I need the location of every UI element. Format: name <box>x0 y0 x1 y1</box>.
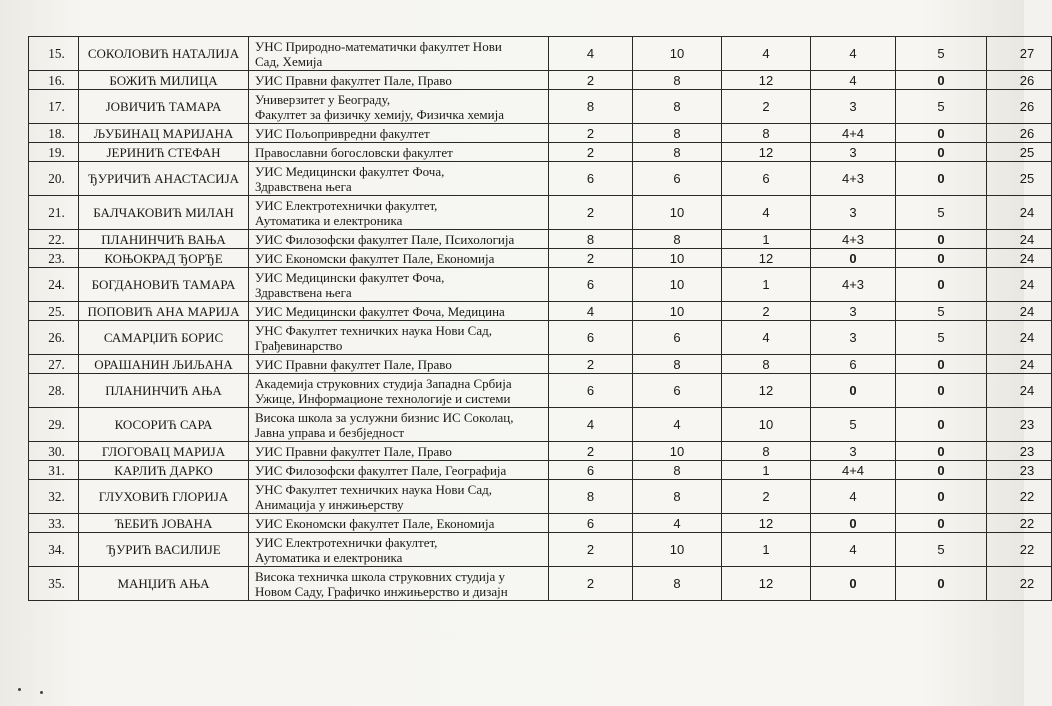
score-cell-1: 6 <box>549 162 633 196</box>
table-row <box>29 71 1052 90</box>
total-points-cell: 24 <box>987 374 1052 408</box>
student-name-cell: ЋЕБИЋ ЈОВАНА <box>79 514 249 533</box>
total-points-cell: 26 <box>987 124 1052 143</box>
table-row <box>29 514 1052 533</box>
score-cell-3: 12 <box>722 567 811 601</box>
score-cell-4: 4+3 <box>811 268 896 302</box>
score-cell-4: 4 <box>811 37 896 71</box>
table-row <box>29 162 1052 196</box>
table-row <box>29 268 1052 302</box>
score-cell-1: 6 <box>549 268 633 302</box>
score-cell-3: 1 <box>722 268 811 302</box>
score-cell-1: 2 <box>549 442 633 461</box>
score-cell-5: 5 <box>896 321 987 355</box>
rank-cell: 27. <box>29 355 79 374</box>
score-cell-3: 1 <box>722 461 811 480</box>
table-row <box>29 567 1052 601</box>
student-name-cell: МАНЏИЋ АЊА <box>79 567 249 601</box>
score-cell-5: 0 <box>896 514 987 533</box>
scanner-watermark <box>1006 640 1016 700</box>
score-cell-4: 3 <box>811 442 896 461</box>
student-name-cell: ЉУБИНАЦ МАРИЈАНА <box>79 124 249 143</box>
score-cell-3: 8 <box>722 442 811 461</box>
institution-cell <box>249 90 549 124</box>
student-name-cell: БОЖИЋ МИЛИЦА <box>79 71 249 90</box>
score-cell-1: 2 <box>549 71 633 90</box>
rank-cell: 21. <box>29 196 79 230</box>
table-row <box>29 480 1052 514</box>
rank-cell: 15. <box>29 37 79 71</box>
score-cell-2: 10 <box>633 37 722 71</box>
institution-cell <box>249 196 549 230</box>
table-row <box>29 442 1052 461</box>
score-cell-2: 8 <box>633 480 722 514</box>
score-cell-5: 0 <box>896 480 987 514</box>
total-points-cell: 24 <box>987 321 1052 355</box>
score-cell-4: 4 <box>811 71 896 90</box>
institution-cell <box>249 124 549 143</box>
table-row <box>29 124 1052 143</box>
total-points-cell: 24 <box>987 302 1052 321</box>
institution-line-1: УИС Електротехнички факултет, <box>255 197 438 213</box>
score-cell-4: 0 <box>811 249 896 268</box>
institution-line-2: Здравствена њега <box>255 178 352 194</box>
rank-cell: 24. <box>29 268 79 302</box>
rank-cell: 30. <box>29 442 79 461</box>
score-cell-2: 8 <box>633 355 722 374</box>
score-cell-2: 8 <box>633 143 722 162</box>
total-points-cell: 22 <box>987 533 1052 567</box>
student-name-cell: СОКОЛОВИЋ НАТАЛИЈА <box>79 37 249 71</box>
institution-cell <box>249 268 549 302</box>
institution-line-1: УНС Факултет техничких наука Нови Сад, <box>255 322 492 338</box>
rank-cell: 28. <box>29 374 79 408</box>
student-name-cell: КАРЛИЋ ДАРКО <box>79 461 249 480</box>
score-cell-2: 8 <box>633 71 722 90</box>
rank-cell: 25. <box>29 302 79 321</box>
score-cell-5: 0 <box>896 374 987 408</box>
score-cell-4: 0 <box>811 514 896 533</box>
institution-cell <box>249 514 549 533</box>
score-cell-4: 4+4 <box>811 124 896 143</box>
score-cell-2: 4 <box>633 514 722 533</box>
score-cell-4: 0 <box>811 374 896 408</box>
institution-cell <box>249 302 549 321</box>
score-cell-1: 4 <box>549 37 633 71</box>
score-cell-5: 0 <box>896 143 987 162</box>
table-row <box>29 355 1052 374</box>
student-name-cell: САМАРЏИЋ БОРИС <box>79 321 249 355</box>
table-row <box>29 37 1052 71</box>
rank-cell: 16. <box>29 71 79 90</box>
score-cell-5: 5 <box>896 90 987 124</box>
institution-line-1: Православни богословски факултет <box>255 144 453 160</box>
institution-line-2: Сад, Хемија <box>255 53 323 69</box>
institution-line-1: Висока школа за услужни бизнис ИС Соколац, <box>255 409 514 425</box>
student-name-cell: ПЛАНИНЧИЋ АЊА <box>79 374 249 408</box>
score-cell-2: 10 <box>633 196 722 230</box>
score-cell-2: 8 <box>633 230 722 249</box>
score-cell-3: 2 <box>722 480 811 514</box>
score-cell-2: 8 <box>633 90 722 124</box>
institution-cell <box>249 374 549 408</box>
score-cell-4: 3 <box>811 196 896 230</box>
score-cell-1: 2 <box>549 124 633 143</box>
score-cell-3: 2 <box>722 302 811 321</box>
student-name-cell: БОГДАНОВИЋ ТАМАРА <box>79 268 249 302</box>
ranking-table-body <box>29 37 1052 601</box>
student-name-cell: КОСОРИЋ САРА <box>79 408 249 442</box>
score-cell-2: 10 <box>633 249 722 268</box>
institution-line-1: УИС Економски факултет Пале, Економија <box>255 250 495 266</box>
institution-line-1: Универзитет у Београду, <box>255 91 391 107</box>
score-cell-1: 2 <box>549 567 633 601</box>
student-name-cell: КОЊОКРАД ЂОРЂЕ <box>79 249 249 268</box>
score-cell-1: 2 <box>549 533 633 567</box>
institution-line-1: УИС Филозофски факултет Пале, Географија <box>255 462 507 478</box>
score-cell-4: 3 <box>811 90 896 124</box>
total-points-cell: 22 <box>987 480 1052 514</box>
institution-cell <box>249 162 549 196</box>
institution-cell <box>249 533 549 567</box>
institution-line-2: Ужице, Информационе технологије и системи <box>255 390 511 406</box>
score-cell-2: 10 <box>633 533 722 567</box>
rank-cell: 18. <box>29 124 79 143</box>
score-cell-4: 3 <box>811 302 896 321</box>
institution-cell <box>249 71 549 90</box>
total-points-cell: 24 <box>987 196 1052 230</box>
score-cell-3: 12 <box>722 374 811 408</box>
institution-cell <box>249 37 549 71</box>
score-cell-2: 8 <box>633 567 722 601</box>
score-cell-5: 0 <box>896 408 987 442</box>
institution-cell <box>249 355 549 374</box>
table-row <box>29 143 1052 162</box>
total-points-cell: 23 <box>987 461 1052 480</box>
score-cell-2: 10 <box>633 302 722 321</box>
institution-cell <box>249 567 549 601</box>
student-name-cell: ГЛУХОВИЋ ГЛОРИЈА <box>79 480 249 514</box>
institution-line-2: Грађевинарство <box>255 337 343 353</box>
student-name-cell: ЈОВИЧИЋ ТАМАРА <box>79 90 249 124</box>
institution-cell <box>249 249 549 268</box>
table-row <box>29 302 1052 321</box>
score-cell-1: 2 <box>549 143 633 162</box>
student-name-cell: ПЛАНИНЧИЋ ВАЊА <box>79 230 249 249</box>
score-cell-2: 10 <box>633 442 722 461</box>
rank-cell: 22. <box>29 230 79 249</box>
institution-cell <box>249 408 549 442</box>
total-points-cell: 23 <box>987 442 1052 461</box>
score-cell-1: 8 <box>549 480 633 514</box>
score-cell-4: 4 <box>811 480 896 514</box>
score-cell-3: 12 <box>722 514 811 533</box>
table-row <box>29 90 1052 124</box>
total-points-cell: 23 <box>987 408 1052 442</box>
student-name-cell: ЈЕРИНИЋ СТЕФАН <box>79 143 249 162</box>
score-cell-1: 6 <box>549 321 633 355</box>
score-cell-1: 2 <box>549 249 633 268</box>
score-cell-4: 0 <box>811 567 896 601</box>
institution-line-1: УИС Електротехнички факултет, <box>255 534 438 550</box>
institution-cell <box>249 442 549 461</box>
table-row <box>29 196 1052 230</box>
score-cell-1: 6 <box>549 374 633 408</box>
score-cell-5: 0 <box>896 355 987 374</box>
score-cell-1: 4 <box>549 302 633 321</box>
institution-line-1: УНС Природно-математички факултет Нови <box>255 38 502 54</box>
institution-line-2: Аутоматика и електроника <box>255 549 403 565</box>
institution-line-1: УНС Факултет техничких наука Нови Сад, <box>255 481 492 497</box>
score-cell-3: 1 <box>722 230 811 249</box>
rank-cell: 34. <box>29 533 79 567</box>
score-cell-4: 4+3 <box>811 162 896 196</box>
institution-line-2: Новом Саду, Графичко инжињерство и дизајн <box>255 583 508 599</box>
score-cell-1: 4 <box>549 408 633 442</box>
institution-line-1: УИС Медицински факултет Фоча, Медицина <box>255 303 505 319</box>
score-cell-4: 3 <box>811 143 896 162</box>
total-points-cell: 24 <box>987 230 1052 249</box>
score-cell-5: 5 <box>896 302 987 321</box>
score-cell-1: 2 <box>549 355 633 374</box>
score-cell-3: 1 <box>722 533 811 567</box>
institution-line-2: Анимација у инжињерству <box>255 496 404 512</box>
table-row <box>29 461 1052 480</box>
score-cell-3: 4 <box>722 321 811 355</box>
table-row <box>29 321 1052 355</box>
score-cell-1: 8 <box>549 90 633 124</box>
score-cell-5: 0 <box>896 461 987 480</box>
rank-cell: 20. <box>29 162 79 196</box>
institution-line-1: Висока техничка школа струковних студија у <box>255 568 505 584</box>
score-cell-5: 0 <box>896 567 987 601</box>
total-points-cell: 24 <box>987 249 1052 268</box>
score-cell-5: 0 <box>896 162 987 196</box>
rank-cell: 23. <box>29 249 79 268</box>
total-points-cell: 22 <box>987 567 1052 601</box>
rank-cell: 19. <box>29 143 79 162</box>
scan-speck <box>18 688 21 691</box>
institution-line-1: УИС Правни факултет Пале, Право <box>255 72 452 88</box>
total-points-cell: 26 <box>987 71 1052 90</box>
score-cell-3: 12 <box>722 143 811 162</box>
rank-cell: 32. <box>29 480 79 514</box>
score-cell-4: 3 <box>811 321 896 355</box>
total-points-cell: 27 <box>987 37 1052 71</box>
ranking-table <box>28 36 1052 601</box>
institution-line-1: УИС Економски факултет Пале, Економија <box>255 515 495 531</box>
student-name-cell: ЂУРИЋ ВАСИЛИЈЕ <box>79 533 249 567</box>
score-cell-3: 4 <box>722 196 811 230</box>
rank-cell: 26. <box>29 321 79 355</box>
score-cell-3: 8 <box>722 124 811 143</box>
score-cell-5: 5 <box>896 196 987 230</box>
student-name-cell: ОРАШАНИН ЉИЉАНА <box>79 355 249 374</box>
score-cell-2: 6 <box>633 321 722 355</box>
institution-line-1: УИС Филозофски факултет Пале, Психологија <box>255 231 515 247</box>
score-cell-5: 0 <box>896 442 987 461</box>
total-points-cell: 24 <box>987 355 1052 374</box>
institution-cell <box>249 230 549 249</box>
institution-line-1: УИС Медицински факултет Фоча, <box>255 269 445 285</box>
student-name-cell: ПОПОВИЋ АНА МАРИЈА <box>79 302 249 321</box>
rank-cell: 29. <box>29 408 79 442</box>
score-cell-2: 6 <box>633 162 722 196</box>
rank-cell: 17. <box>29 90 79 124</box>
table-row <box>29 408 1052 442</box>
institution-line-2: Јавна управа и безбједност <box>255 424 405 440</box>
rank-cell: 33. <box>29 514 79 533</box>
institution-line-2: Аутоматика и електроника <box>255 212 403 228</box>
score-cell-3: 8 <box>722 355 811 374</box>
table-row <box>29 230 1052 249</box>
total-points-cell: 25 <box>987 143 1052 162</box>
institution-cell <box>249 461 549 480</box>
student-name-cell: БАЛЧАКОВИЋ МИЛАН <box>79 196 249 230</box>
institution-line-1: УИС Правни факултет Пале, Право <box>255 356 452 372</box>
institution-cell <box>249 480 549 514</box>
score-cell-4: 5 <box>811 408 896 442</box>
score-cell-4: 4+3 <box>811 230 896 249</box>
institution-line-1: УИС Пољопривредни факултет <box>255 125 430 141</box>
student-name-cell: ГЛОГОВАЦ МАРИЈА <box>79 442 249 461</box>
institution-cell <box>249 321 549 355</box>
score-cell-3: 12 <box>722 71 811 90</box>
student-name-cell: ЂУРИЧИЋ АНАСТАСИЈА <box>79 162 249 196</box>
score-cell-2: 8 <box>633 124 722 143</box>
score-cell-4: 4+4 <box>811 461 896 480</box>
score-cell-3: 4 <box>722 37 811 71</box>
score-cell-2: 8 <box>633 461 722 480</box>
institution-cell <box>249 143 549 162</box>
score-cell-2: 6 <box>633 374 722 408</box>
score-cell-3: 6 <box>722 162 811 196</box>
institution-line-1: УИС Медицински факултет Фоча, <box>255 163 445 179</box>
score-cell-1: 6 <box>549 461 633 480</box>
score-cell-1: 2 <box>549 196 633 230</box>
institution-line-1: УИС Правни факултет Пале, Право <box>255 443 452 459</box>
score-cell-5: 5 <box>896 533 987 567</box>
total-points-cell: 25 <box>987 162 1052 196</box>
score-cell-2: 4 <box>633 408 722 442</box>
total-points-cell: 22 <box>987 514 1052 533</box>
score-cell-5: 5 <box>896 37 987 71</box>
table-row <box>29 249 1052 268</box>
table-row <box>29 533 1052 567</box>
score-cell-3: 2 <box>722 90 811 124</box>
table-row <box>29 374 1052 408</box>
score-cell-3: 12 <box>722 249 811 268</box>
score-cell-4: 6 <box>811 355 896 374</box>
total-points-cell: 26 <box>987 90 1052 124</box>
institution-line-2: Здравствена њега <box>255 284 352 300</box>
score-cell-3: 10 <box>722 408 811 442</box>
score-cell-5: 0 <box>896 71 987 90</box>
score-cell-1: 8 <box>549 230 633 249</box>
score-cell-2: 10 <box>633 268 722 302</box>
rank-cell: 31. <box>29 461 79 480</box>
total-points-cell: 24 <box>987 268 1052 302</box>
scan-speck <box>40 691 43 694</box>
score-cell-1: 6 <box>549 514 633 533</box>
score-cell-4: 4 <box>811 533 896 567</box>
score-cell-5: 0 <box>896 124 987 143</box>
score-cell-5: 0 <box>896 268 987 302</box>
score-cell-5: 0 <box>896 249 987 268</box>
institution-line-2: Факултет за физичку хемију, Физичка хемија <box>255 106 504 122</box>
score-cell-5: 0 <box>896 230 987 249</box>
institution-line-1: Академија струковних студија Западна Србија <box>255 375 512 391</box>
rank-cell: 35. <box>29 567 79 601</box>
